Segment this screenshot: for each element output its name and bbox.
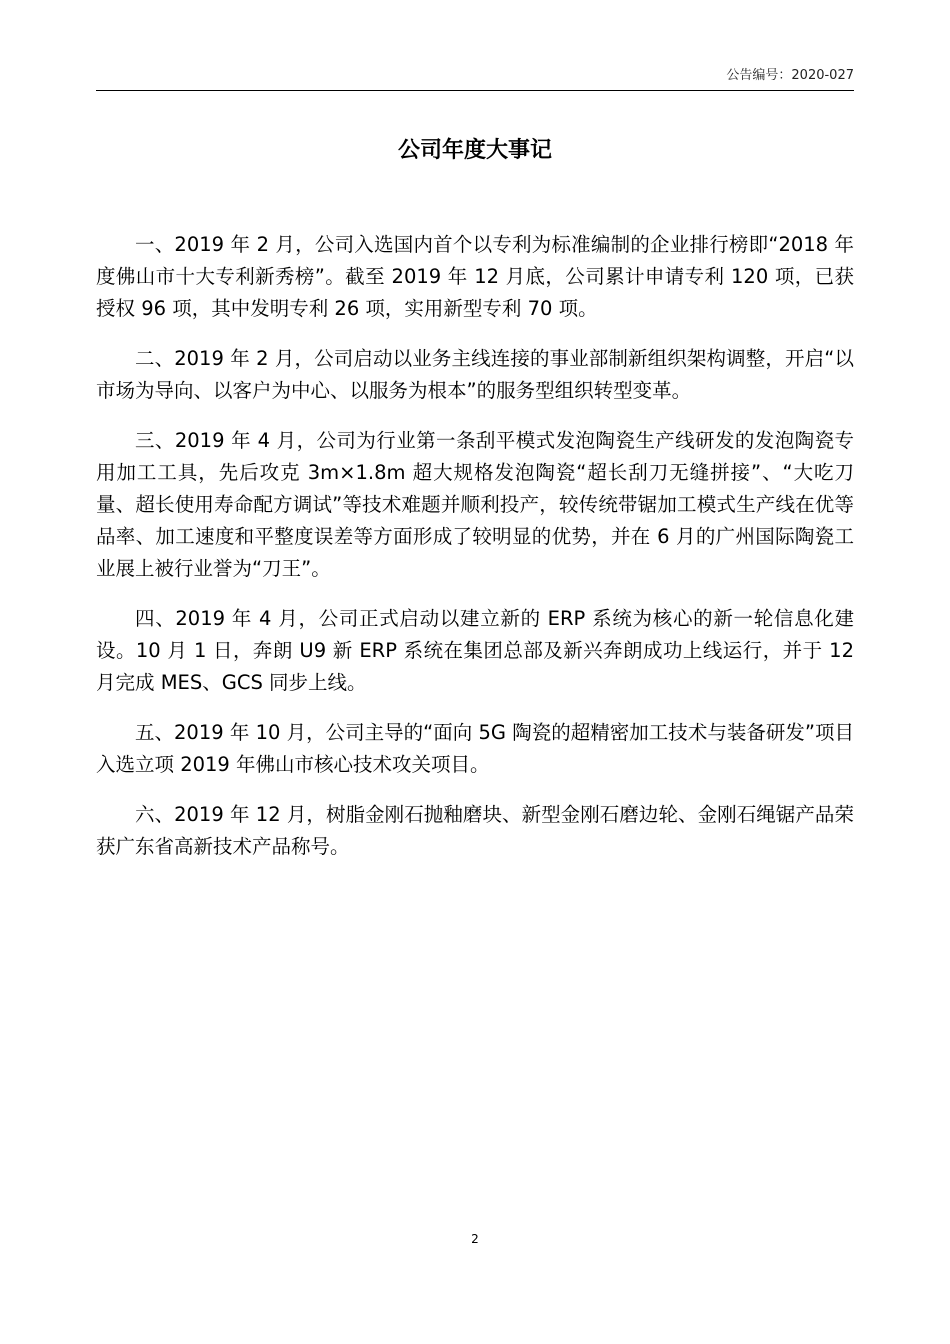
announcement-number: 公告编号：2020-027 — [726, 68, 854, 83]
event-paragraph-6: 六、2019 年 12 月，树脂金刚石抛釉磨块、新型金刚石磨边轮、金刚石绳锯产品荣获广东省高新技术产品称号。 — [96, 803, 854, 858]
header-rule — [96, 64, 854, 91]
page-title: 公司年度大事记 — [397, 138, 552, 163]
event-paragraph-5: 五、2019 年 10 月，公司主导的“面向 5G 陶瓷的超精密加工技术与装备研发”项目入选立项 2019 年佛山市核心技术攻关项目。 — [96, 721, 854, 776]
event-paragraph-1: 一、2019 年 2 月，公司入选国内首个以专利为标准编制的企业排行榜即“2018 年度佛山市十大专利新秀榜”。截至 2019 年 12 月底，公司累计申请专利 120 项，已获授权 96 项，其中发明专利 26 项，实用新型专利 70 项。 — [96, 233, 854, 320]
page-number: 2 — [471, 1232, 479, 1246]
event-paragraph-2: 二、2019 年 2 月，公司启动以业务主线连接的事业部制新组织架构调整，开启“以市场为导向、以客户为中心、以服务为根本”的服务型组织转型变革。 — [96, 347, 854, 402]
event-paragraph-4: 四、2019 年 4 月，公司正式启动以建立新的 ERP 系统为核心的新一轮信息化建设。10 月 1 日，奔朗 U9 新 ERP 系统在集团总部及新兴奔朗成功上线运行，并于 12 月完成 MES、GCS 同步上线。 — [96, 607, 854, 694]
event-paragraph-3: 三、2019 年 4 月，公司为行业第一条刮平模式发泡陶瓷生产线研发的发泡陶瓷专用加工工具，先后攻克 3m×1.8m 超大规格发泡陶瓷“超长刮刀无缝拼接”、“大吃刀量、超长使用寿命配方调试”等技术难题并顺利投产，较传统带锯加工模式生产线在优等品率、加工速度和平整度误差等方面形成了较明显的优势，并在 6 月的广州国际陶瓷工业展上被行业誉为“刀王”。 — [96, 429, 854, 580]
document-body — [96, 229, 854, 881]
